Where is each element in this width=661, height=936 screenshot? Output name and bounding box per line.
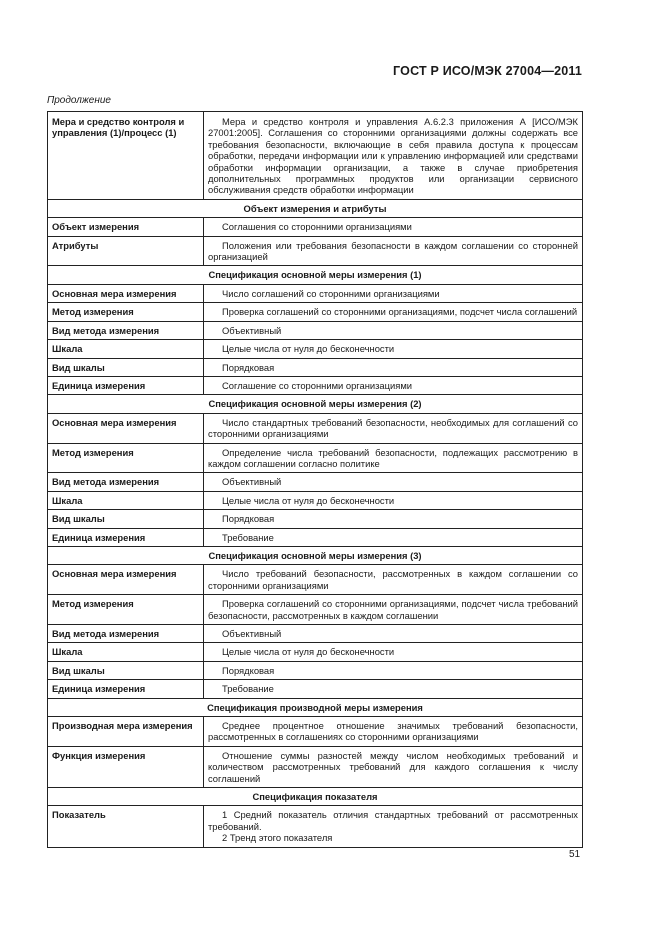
row-value-text: Мера и средство контроля и управления А.6.2.3 приложения А [ИСО/МЭК 27001:2005]. Соглашения со сторонними организациями должны содержать все требования безопасности, включающие в себя правила доступа к процессам обработки, передачи информации или к управлению информацией или средствами обработки информации организации, а также в случае приобретения дополнительных программных продуктов или организации сервисного обслуживания средств обработки информации bbox=[208, 116, 578, 196]
row-value-text: Отношение суммы разностей между числом необходимых требований и количеством рассмотренных требований для каждого соглашения к числу соглашений bbox=[208, 749, 578, 784]
row-label: Шкала bbox=[48, 643, 204, 661]
row-label: Вид метода измерения bbox=[48, 321, 204, 339]
table-row bbox=[48, 806, 583, 847]
row-label: Вид шкалы bbox=[48, 510, 204, 528]
row-value-text: Порядковая bbox=[222, 664, 275, 676]
row-value bbox=[204, 806, 583, 847]
row-value bbox=[204, 661, 583, 679]
row-value-line: 2 Тренд этого показателя bbox=[222, 832, 333, 844]
table-row bbox=[48, 321, 583, 339]
continuation-label: Продолжение bbox=[47, 95, 111, 106]
row-value bbox=[204, 376, 583, 394]
row-value bbox=[204, 443, 583, 473]
page-number: 51 bbox=[569, 849, 581, 860]
row-value-text: Проверка соглашений со сторонними организациями, подсчет числа соглашений bbox=[222, 306, 578, 318]
row-value-text: Целые числа от нуля до бесконечности bbox=[222, 494, 395, 506]
row-value-text: Соглашение со сторонними организациями bbox=[222, 379, 413, 391]
table-row bbox=[48, 443, 583, 473]
row-label: Производная мера измерения bbox=[48, 717, 204, 747]
row-value bbox=[204, 510, 583, 528]
section-header-row bbox=[48, 395, 583, 413]
table-row bbox=[48, 303, 583, 321]
row-value-text: Объективный bbox=[222, 324, 282, 336]
specification-table bbox=[47, 111, 583, 848]
row-value-text: Число требований безопасности, рассмотренных в каждом соглашении со сторонними организациями bbox=[208, 568, 578, 591]
row-value-text: Число стандартных требований безопасности, необходимых для соглашений со сторонними организациями bbox=[208, 416, 578, 440]
row-value bbox=[204, 340, 583, 358]
row-label: Вид шкалы bbox=[48, 661, 204, 679]
table-row bbox=[48, 473, 583, 491]
row-value-text: Объективный bbox=[222, 628, 282, 639]
row-value bbox=[204, 218, 583, 236]
row-label: Основная мера измерения bbox=[48, 413, 204, 443]
row-value bbox=[204, 717, 583, 747]
table-row bbox=[48, 358, 583, 376]
row-value-text: Проверка соглашений со сторонними организациями, подсчет числа требований безопасности, рассмотренных в каждом соглашении bbox=[208, 598, 578, 621]
row-label: Единица измерения bbox=[48, 528, 204, 546]
row-value bbox=[204, 473, 583, 491]
section-title: Спецификация показателя bbox=[48, 788, 583, 806]
table-row bbox=[48, 595, 583, 625]
row-value bbox=[204, 413, 583, 443]
row-label: Метод измерения bbox=[48, 303, 204, 321]
table-row bbox=[48, 661, 583, 679]
section-title: Спецификация основной меры измерения (1) bbox=[48, 266, 583, 284]
table-row bbox=[48, 491, 583, 509]
row-value bbox=[204, 565, 583, 595]
row-value bbox=[204, 595, 583, 625]
row-value-text: Объективный bbox=[222, 476, 282, 488]
row-value bbox=[204, 528, 583, 546]
table-row bbox=[48, 565, 583, 595]
table-row bbox=[48, 284, 583, 302]
row-value-text: Требование bbox=[222, 531, 274, 543]
row-value bbox=[204, 643, 583, 661]
row-value-text: Порядковая bbox=[222, 513, 275, 525]
row-label: Объект измерения bbox=[48, 218, 204, 236]
section-title: Спецификация производной меры измерения bbox=[48, 698, 583, 716]
section-title: Объект измерения и атрибуты bbox=[48, 199, 583, 217]
section-header-row bbox=[48, 546, 583, 564]
row-label: Метод измерения bbox=[48, 595, 204, 625]
table-row bbox=[48, 528, 583, 546]
row-label: Вид шкалы bbox=[48, 358, 204, 376]
row-value-text: Определение числа требований безопасности, подлежащих рассмотрению в каждом соглашении согласно политике bbox=[208, 446, 578, 469]
row-label: Единица измерения bbox=[48, 680, 204, 698]
row-label: Основная мера измерения bbox=[48, 565, 204, 595]
row-label: Шкала bbox=[48, 340, 204, 358]
row-value-text: Требование bbox=[222, 683, 274, 695]
section-title: Спецификация основной меры измерения (3) bbox=[48, 546, 583, 564]
row-label: Метод измерения bbox=[48, 443, 204, 473]
row-value-text: Среднее процентное отношение значимых требований безопасности, рассмотренных в соглашениях со сторонними организациями bbox=[208, 720, 578, 743]
table-row bbox=[48, 510, 583, 528]
table-row bbox=[48, 746, 583, 787]
row-value-text: Целые числа от нуля до бесконечности bbox=[222, 343, 395, 355]
row-value bbox=[204, 358, 583, 376]
table-row bbox=[48, 680, 583, 698]
table-row bbox=[48, 236, 583, 266]
row-value bbox=[204, 112, 583, 200]
row-value bbox=[204, 746, 583, 787]
row-value bbox=[204, 303, 583, 321]
row-value-text: Положения или требования безопасности в каждом соглашении со сторонней организацией bbox=[208, 239, 578, 263]
row-label: Вид метода измерения bbox=[48, 625, 204, 643]
row-value-text: Порядковая bbox=[222, 361, 275, 373]
row-label: Показатель bbox=[48, 806, 204, 847]
row-value bbox=[204, 284, 583, 302]
row-value bbox=[204, 625, 583, 643]
section-header-row bbox=[48, 266, 583, 284]
row-value-text: Число соглашений со сторонними организациями bbox=[222, 287, 440, 299]
section-header-row bbox=[48, 199, 583, 217]
row-value-text: Целые числа от нуля до бесконечности bbox=[222, 646, 395, 658]
row-value bbox=[204, 321, 583, 339]
row-label: Вид метода измерения bbox=[48, 473, 204, 491]
row-value-line: 1 Средний показатель отличия стандартных требований от рассмотренных требований. bbox=[208, 809, 578, 832]
table-row bbox=[48, 112, 583, 200]
row-label: Шкала bbox=[48, 491, 204, 509]
row-label: Единица измерения bbox=[48, 376, 204, 394]
row-value-text: Соглашения со сторонними организациями bbox=[222, 221, 412, 233]
row-label: Мера и средство контроля и управления (1)/процесс (1) bbox=[48, 112, 204, 200]
row-value bbox=[204, 236, 583, 266]
row-value bbox=[204, 491, 583, 509]
table-row bbox=[48, 413, 583, 443]
row-label: Основная мера измерения bbox=[48, 284, 204, 302]
table-row bbox=[48, 376, 583, 394]
section-title: Спецификация основной меры измерения (2) bbox=[48, 395, 583, 413]
table-row bbox=[48, 717, 583, 747]
row-label: Атрибуты bbox=[48, 236, 204, 266]
table-row bbox=[48, 340, 583, 358]
table-row bbox=[48, 625, 583, 643]
table-row bbox=[48, 218, 583, 236]
section-header-row bbox=[48, 698, 583, 716]
section-header-row bbox=[48, 788, 583, 806]
row-value bbox=[204, 680, 583, 698]
row-label: Функция измерения bbox=[48, 746, 204, 787]
document-header: ГОСТ Р ИСО/МЭК 27004—2011 bbox=[393, 64, 582, 78]
table-row bbox=[48, 643, 583, 661]
